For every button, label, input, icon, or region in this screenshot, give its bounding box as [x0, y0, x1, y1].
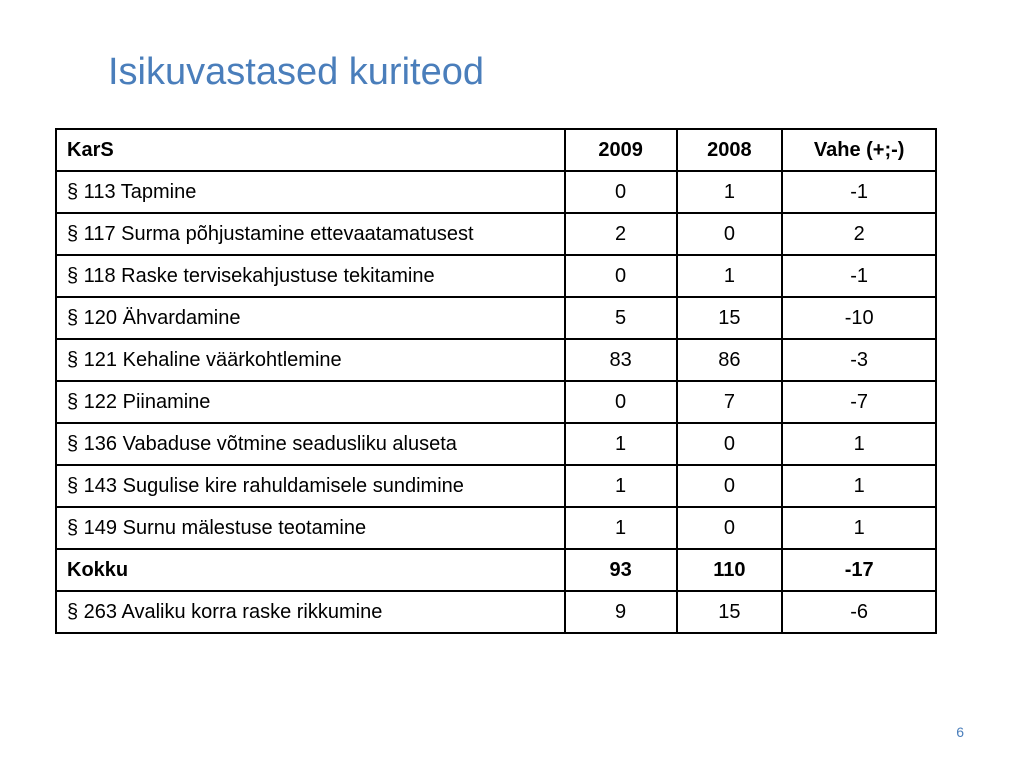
- table-row: [56, 381, 936, 423]
- table-body: [56, 129, 936, 633]
- table-row: [56, 465, 936, 507]
- row-value-2008-cell: 0: [677, 423, 783, 465]
- table-row: [56, 507, 936, 549]
- table-header-row: [56, 129, 936, 171]
- row-diff-cell: -1: [782, 171, 936, 213]
- row-value-2008-cell: 86: [677, 339, 783, 381]
- row-value-2009-cell: 1: [565, 423, 677, 465]
- slide-title: Isikuvastased kuriteod: [108, 51, 484, 93]
- row-value-2009-cell: 83: [565, 339, 677, 381]
- row-value-2009-cell: 9: [565, 591, 677, 633]
- row-value-2009-cell: 0: [565, 255, 677, 297]
- row-value-2009-cell: 1: [565, 465, 677, 507]
- row-diff-cell: -6: [782, 591, 936, 633]
- row-diff-cell: -7: [782, 381, 936, 423]
- row-label-cell: § 120 Ähvardamine: [56, 297, 565, 339]
- row-value-2009-cell: 0: [565, 171, 677, 213]
- row-label-cell: Kokku: [56, 549, 565, 591]
- row-value-2009-cell: 1: [565, 507, 677, 549]
- header-cell-2009: 2009: [565, 129, 677, 171]
- table-row: [56, 591, 936, 633]
- row-diff-cell: 2: [782, 213, 936, 255]
- row-value-2008-cell: 110: [677, 549, 783, 591]
- table-total-row: [56, 549, 936, 591]
- row-label-cell: § 136 Vabaduse võtmine seadusliku aluseta: [56, 423, 565, 465]
- row-value-2008-cell: 15: [677, 297, 783, 339]
- page-number: 6: [956, 724, 964, 740]
- header-cell-label: KarS: [56, 129, 565, 171]
- row-value-2009-cell: 5: [565, 297, 677, 339]
- row-label-cell: § 117 Surma põhjustamine ettevaatamatusest: [56, 213, 565, 255]
- row-value-2009-cell: 93: [565, 549, 677, 591]
- header-cell-diff: Vahe (+;-): [782, 129, 936, 171]
- row-value-2008-cell: 1: [677, 171, 783, 213]
- row-label-cell: § 263 Avaliku korra raske rikkumine: [56, 591, 565, 633]
- row-diff-cell: -10: [782, 297, 936, 339]
- row-label-cell: § 149 Surnu mälestuse teotamine: [56, 507, 565, 549]
- row-diff-cell: -3: [782, 339, 936, 381]
- row-value-2008-cell: 7: [677, 381, 783, 423]
- table-row: [56, 339, 936, 381]
- row-label-cell: § 118 Raske tervisekahjustuse tekitamine: [56, 255, 565, 297]
- table-row: [56, 255, 936, 297]
- row-value-2008-cell: 1: [677, 255, 783, 297]
- row-diff-cell: -17: [782, 549, 936, 591]
- row-diff-cell: 1: [782, 507, 936, 549]
- row-diff-cell: 1: [782, 465, 936, 507]
- crime-statistics-table: [55, 128, 937, 634]
- row-value-2009-cell: 0: [565, 381, 677, 423]
- header-cell-2008: 2008: [677, 129, 783, 171]
- row-value-2008-cell: 0: [677, 213, 783, 255]
- row-value-2008-cell: 0: [677, 465, 783, 507]
- row-diff-cell: -1: [782, 255, 936, 297]
- table-row: [56, 213, 936, 255]
- row-label-cell: § 143 Sugulise kire rahuldamisele sundimine: [56, 465, 565, 507]
- row-label-cell: § 122 Piinamine: [56, 381, 565, 423]
- row-diff-cell: 1: [782, 423, 936, 465]
- row-value-2009-cell: 2: [565, 213, 677, 255]
- row-value-2008-cell: 15: [677, 591, 783, 633]
- table-row: [56, 423, 936, 465]
- row-label-cell: § 121 Kehaline väärkohtlemine: [56, 339, 565, 381]
- table-row: [56, 297, 936, 339]
- row-label-cell: § 113 Tapmine: [56, 171, 565, 213]
- row-value-2008-cell: 0: [677, 507, 783, 549]
- table-row: [56, 171, 936, 213]
